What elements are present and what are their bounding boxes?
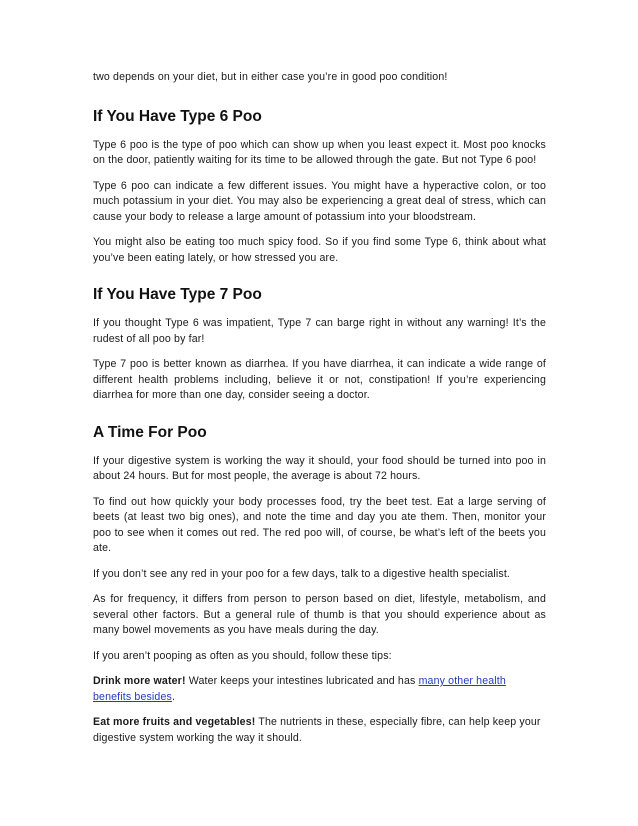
tip-fruits-vegetables-text: The nutrients in these, especially fibre, can help keep your digestive system working the way it should. xyxy=(93,716,541,744)
time-paragraph-2: To find out how quickly your body processes food, try the beet test. Eat a large serving of beets (at least two big ones), and note the time and day you ate them. Then, monitor your poo to see when it comes out red. The red poo will, of course, be what’s left of the beets you ate. xyxy=(93,495,546,554)
time-paragraph-1: If your digestive system is working the way it should, your food should be turned into poo in about 24 hours. But for most people, the average is about 72 hours. xyxy=(93,454,546,482)
time-paragraph-4: As for frequency, it differs from person to person based on diet, lifestyle, metabolism, and several other factors. But a general rule of thumb is that you should experience about as many bowel movements as you have meals during the day. xyxy=(93,593,546,636)
time-paragraph-3: If you don’t see any red in your poo for a few days, talk to a digestive health specialist. xyxy=(93,567,511,580)
type6-paragraph-2: Type 6 poo can indicate a few different issues. You might have a hyperactive colon, or too much potassium in your diet. You may also be experiencing a great deal of stress, which can cause your body to release a large amount of potassium into your bloodstream. xyxy=(93,179,546,223)
tip-drink-water xyxy=(93,674,546,705)
heading-time-for-poo: A Time For Poo xyxy=(93,423,207,441)
tip-drink-water-title: Drink more water! xyxy=(93,675,186,687)
type6-paragraph-1: Type 6 poo is the type of poo which can show up when you least expect it. Most poo knocks on the door, patiently waiting for its time to be allowed through the gate. But not Type 6 poo! xyxy=(93,138,546,166)
document-page xyxy=(93,0,546,756)
type7-paragraph-2: Type 7 poo is better known as diarrhea. If you have diarrhea, it can indicate a wide range of different health problems including, believe it or not, constipation! If you’re experiencing diarrhea for more than one day, consider seeing a doctor. xyxy=(93,358,546,401)
tip-drink-water-end: . xyxy=(171,690,176,703)
tip-fruits-vegetables xyxy=(93,715,546,746)
heading-type-7: If You Have Type 7 Poo xyxy=(93,286,262,303)
health-benefits-link[interactable]: many other health benefits besides xyxy=(93,675,506,703)
type6-paragraph-3: You might also be eating too much spicy food. So if you find some Type 6, think about what you’ve been eating lately, or how stressed you are. xyxy=(93,236,546,264)
lead-paragraph: two depends on your diet, but in either case you’re in good poo condition! xyxy=(93,71,448,83)
time-paragraph-5: If you aren’t pooping as often as you should, follow these tips: xyxy=(93,649,392,662)
heading-type-6: If You Have Type 6 Poo xyxy=(93,107,262,125)
tip-drink-water-text: Water keeps your intestines lubricated and has xyxy=(185,675,419,687)
tip-fruits-vegetables-title: Eat more fruits and vegetables! xyxy=(93,716,256,728)
type7-paragraph-1: If you thought Type 6 was impatient, Type 7 can barge right in without any warning! It’s the rudest of all poo by far! xyxy=(93,317,546,345)
